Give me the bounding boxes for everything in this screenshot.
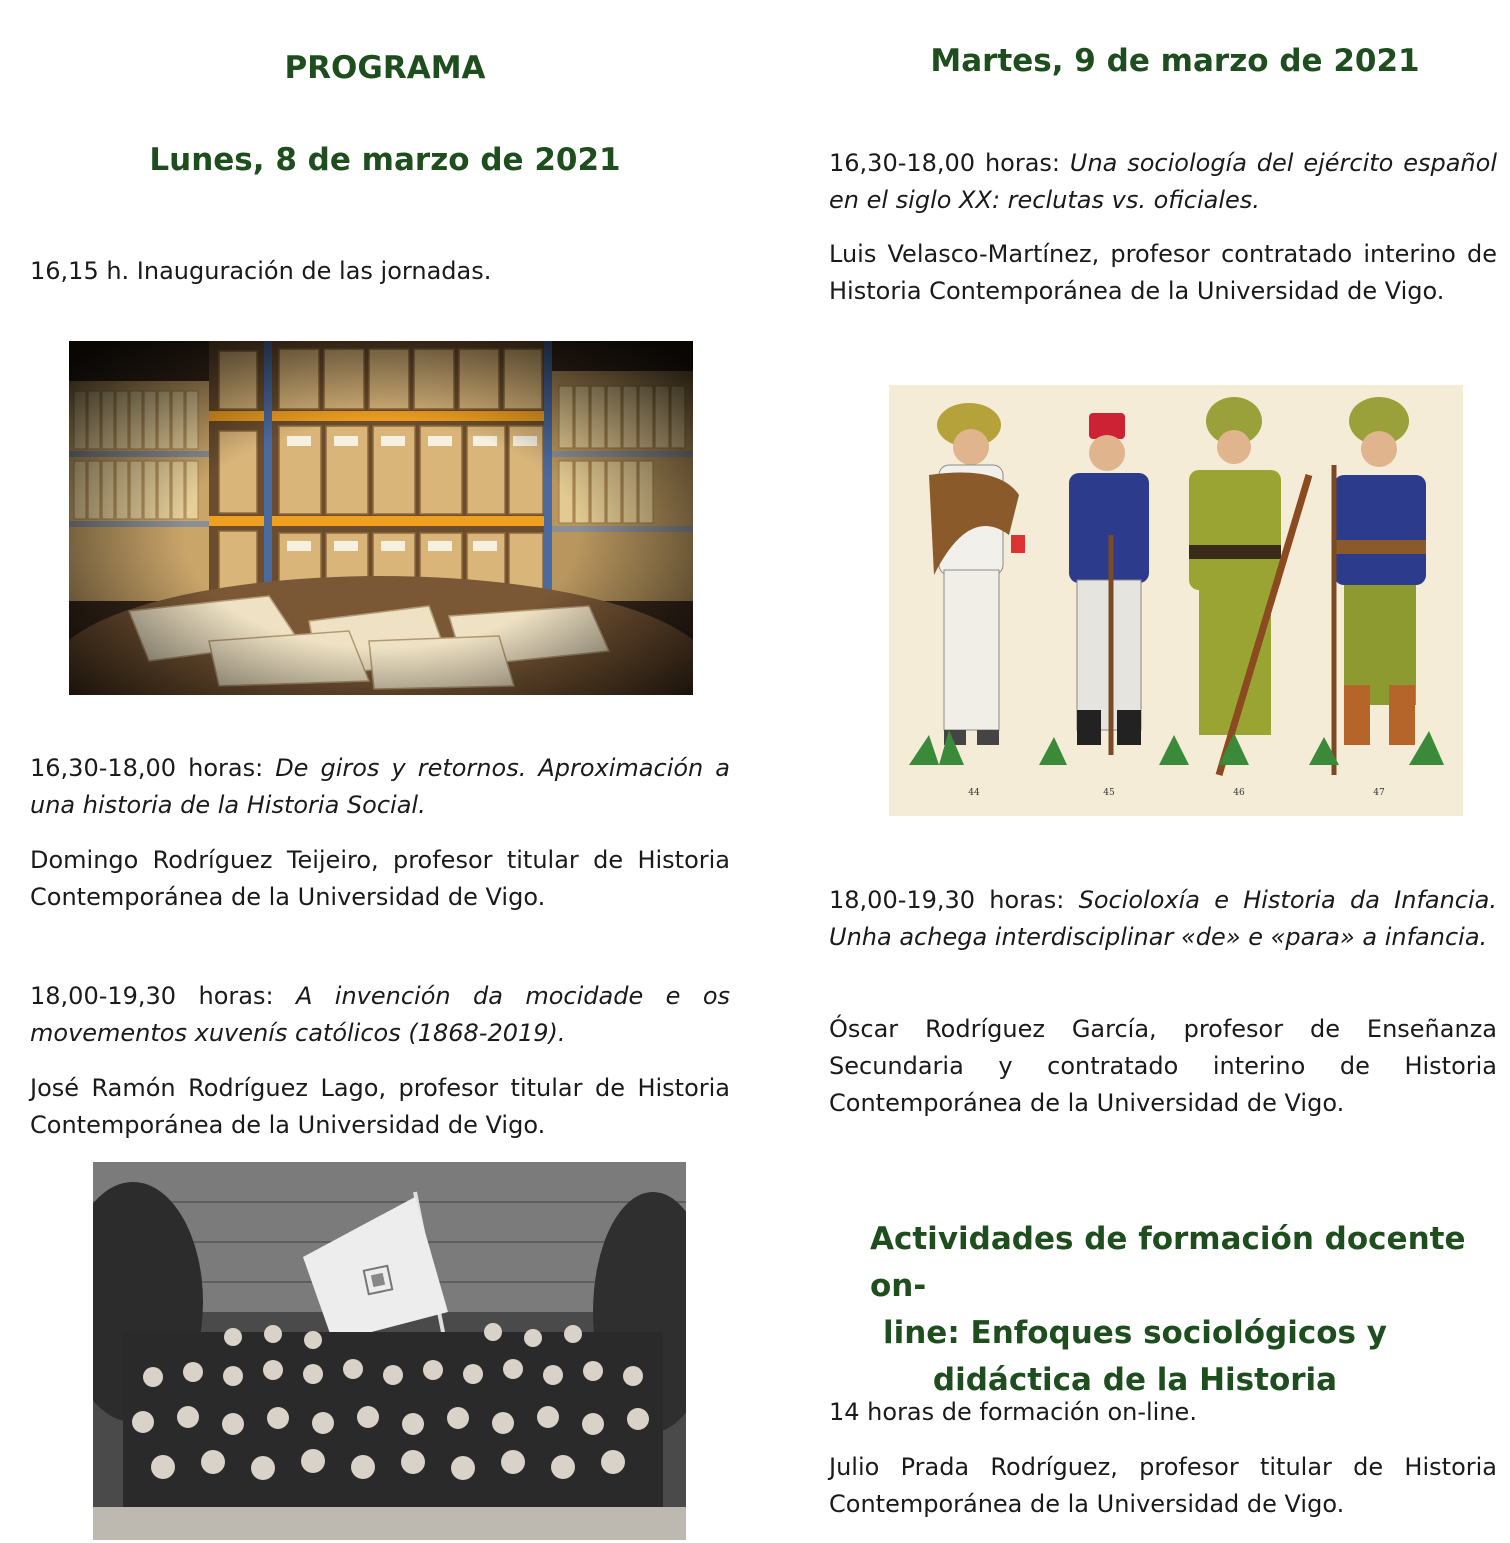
talk1-time: 16,30-18,00 horas: (30, 754, 276, 782)
talk2-title: A invención da mocidade e os movementos xuvenís católicos (1868-2019). (30, 982, 730, 1047)
talk3-title: Una sociología del ejército español en el siglo XX: reclutas vs. oficiales. (829, 149, 1497, 214)
talk4-paragraph (829, 882, 1497, 956)
soldier-number-44: 44 (968, 788, 980, 798)
talk2-paragraph (30, 978, 730, 1052)
archive-shelves-image (69, 341, 693, 695)
activities-heading (830, 1216, 1510, 1404)
activities-heading-line1: Actividades de formación docente on- (870, 1221, 1466, 1304)
coordinator-text: Julio Prada Rodríguez, profesor titular de Historia Contemporánea de la Universidad de Vigo. (829, 1453, 1497, 1518)
talk2-speaker: José Ramón Rodríguez Lago, profesor titular de Historia Contemporánea de la Universidad de Vigo. (30, 1074, 730, 1139)
activities-heading-line3: didáctica de la Historia (932, 1362, 1338, 1398)
soldiers-illustration-icon (889, 385, 1463, 816)
day2-title: Martes, 9 de marzo de 2021 (930, 43, 1420, 79)
day1-title: Lunes, 8 de marzo de 2021 (149, 142, 621, 178)
talk1-paragraph (30, 750, 730, 824)
talk4-title: Socioloxía e Historia da Infancia. Unha achega interdisciplinar «de» e «para» a infancia. (829, 886, 1498, 951)
soldier-number-47: 47 (1373, 788, 1385, 798)
talk1-title: De giros y retornos. Aproximación a una historia de la Historia Social. (30, 754, 731, 819)
talk3-time: 16,30-18,00 horas: (829, 149, 1070, 177)
opening-text: 16,15 h. Inauguración de las jornadas. (30, 257, 492, 285)
talk2-time: 18,00-19,30 horas: (30, 982, 296, 1010)
programa-heading: PROGRAMA (284, 50, 486, 86)
talk4-time: 18,00-19,30 horas: (829, 886, 1079, 914)
archive-shelves-icon (69, 341, 693, 695)
hours-text: 14 horas de formación on-line. (829, 1398, 1197, 1426)
talk1-speaker: Domingo Rodríguez Teijeiro, profesor titular de Historia Contemporánea de la Universidad de Vigo. (30, 846, 730, 911)
talk3-speaker: Luis Velasco-Martínez, profesor contratado interino de Historia Contemporánea de la Universidad de Vigo. (829, 240, 1497, 305)
soldier-number-45: 45 (1103, 788, 1115, 798)
talk4-speaker: Óscar Rodríguez García, profesor de Enseñanza Secundaria y contratado interino de Historia Contemporánea de la Universidad de Vigo. (829, 1015, 1497, 1117)
soldier-number-46: 46 (1233, 788, 1245, 798)
group-photo-icon (93, 1162, 686, 1540)
soldiers-illustration (889, 385, 1463, 816)
activities-heading-line2: line: Enfoques sociológicos y (882, 1315, 1387, 1351)
talk3-paragraph (829, 145, 1497, 219)
group-photo-image (93, 1162, 686, 1540)
